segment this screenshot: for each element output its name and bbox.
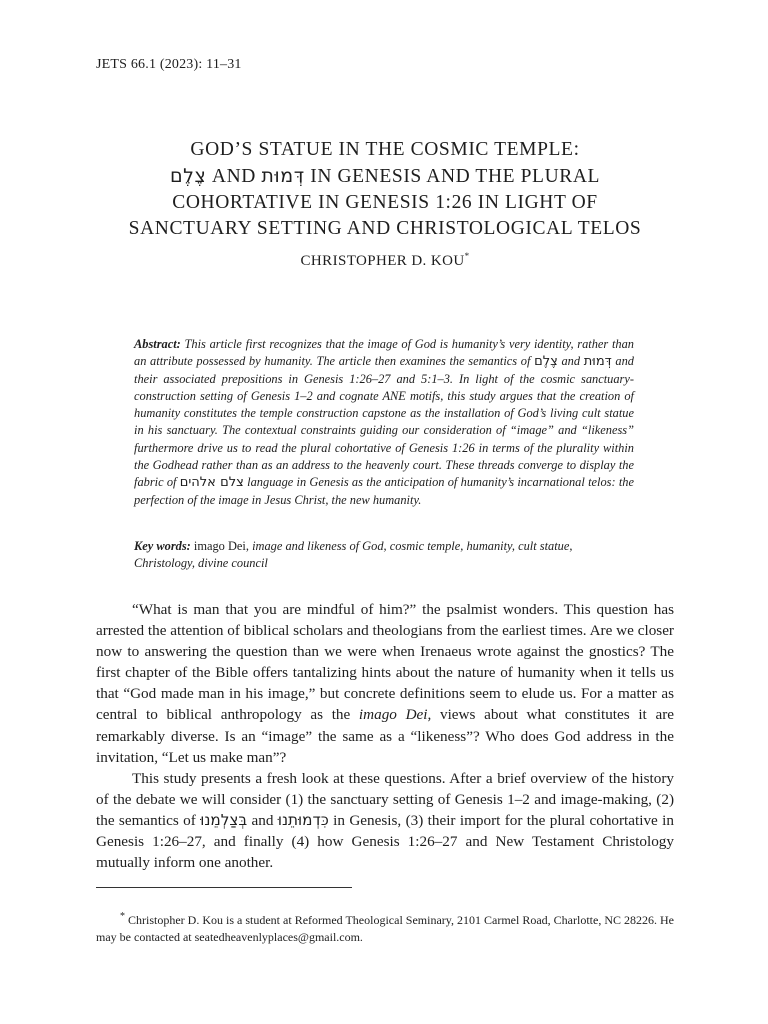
body-text	[96, 599, 674, 873]
abstract-label: Abstract:	[134, 337, 181, 351]
author-name	[96, 251, 674, 270]
author-footnote-mark: *	[464, 251, 470, 261]
keywords	[134, 538, 634, 573]
footnote-divider	[96, 887, 352, 888]
paragraph-1-end: views about what constitutes it are remarkably diverse. Is an “image” the same as a “likeness”? Who does God address in the invitation, “Let us make man”?	[96, 706, 674, 766]
footnote	[96, 908, 674, 946]
keywords-label: Key words:	[134, 539, 191, 553]
paragraph-2-text-b: in Genesis, (3) their import for the plural cohortative in Genesis 1:26–27, and finally (4) how Genesis 1:26–27 and New Testament Christology mutually inform one another.	[96, 811, 674, 872]
journal-reference: JETS 66.1 (2023): 11–31	[96, 57, 242, 72]
title-line-2	[96, 163, 674, 190]
title-hebrew-tselem: צֶלֶם	[169, 165, 207, 187]
title-hebrew-demut: דְּמוּת	[261, 165, 305, 187]
footnote-mark: *	[120, 911, 125, 922]
paragraph-2-and: and	[247, 811, 278, 829]
title-and: AND	[206, 166, 262, 187]
paragraph-1	[96, 599, 674, 768]
keywords-first: imago Dei,	[190, 539, 253, 553]
abstract-hebrew-2: דְּמוּת	[583, 354, 612, 370]
keywords-rest: image and likeness of God, cosmic temple, humanity, cult statue, Christology, divine council	[134, 539, 573, 571]
title-line-3: COHORTATIVE IN GENESIS 1:26 IN LIGHT OF	[172, 192, 598, 213]
paragraph-2-hebrew-1: בְּצַלְמֵנוּ	[200, 810, 248, 829]
paragraph-2	[96, 768, 674, 873]
article-title	[96, 137, 674, 242]
title-line-2-rest: IN GENESIS AND THE PLURAL	[304, 166, 601, 187]
abstract	[134, 336, 634, 509]
abstract-text-3: and their associated prepositions in Genesis 1:26–27 and 5:1–3. In light of the cosmic sanctuary-construction setting of Genesis 1–2 and cognate ANE motifs, this study argues that the creation of humanity constitutes the temple construction capstone as the installation of God’s living cult statue in his sanctuary. The contextual constraints guiding our consideration of “image” and “likeness” furthermore drive us to read the plural cohortative of Genesis 1:26 in terms of the plurality within the Godhead rather than as an address to the heavenly court. These threads converge to display the fabric of	[134, 354, 634, 490]
abstract-text-4: language in Genesis as the anticipation of humanity’s incarnational telos: the perfection of the image in Jesus Christ, the new humanity.	[134, 475, 635, 507]
imago-dei-phrase: imago Dei,	[358, 706, 432, 724]
paragraph-2-hebrew-2: כִּדְמוּתֵנוּ	[277, 810, 329, 829]
abstract-hebrew-1: צֶלֶם	[534, 354, 558, 370]
abstract-text-1: This article first recognizes that the image of God is humanity’s very identity, rather than an attribute possessed by humanity. The article then examines the semantics of	[134, 337, 634, 369]
paragraph-2-text-a: This study presents a fresh look at these questions. After a brief overview of the history of the debate we will consider (1) the sanctuary setting of Genesis 1–2 and image-making, (2) the semantics of	[96, 769, 674, 829]
footnote-indent	[96, 913, 120, 927]
author-text: CHRISTOPHER D. KOU	[300, 253, 465, 269]
title-line-4: SANCTUARY SETTING AND CHRISTOLOGICAL TELOS	[128, 218, 642, 239]
footnote-text: Christopher D. Kou is a student at Reformed Theological Seminary, 2101 Carmel Road, Charlotte, NC 28226. He may be contacted at seatedheavenlyplaces@gmail.com.	[96, 913, 674, 944]
paragraph-1-text: “What is man that you are mindful of him?” the psalmist wonders. This question has arrested the attention of biblical scholars and theologians from the earliest times. Are we closer now to answering the question than we were when Irenaeus wrote against the gnostics? The first chapter of the Bible offers tantalizing hints about the nature of humanity when it tells us that “God made man in his image,” but concrete definitions seem to elude us. For a matter as central to biblical anthropology as the	[96, 601, 674, 724]
abstract-text-2: and	[557, 354, 584, 369]
title-line-1: GOD’S STATUE IN THE COSMIC TEMPLE:	[190, 139, 580, 160]
abstract-hebrew-3: צלם אלהים	[179, 475, 244, 491]
